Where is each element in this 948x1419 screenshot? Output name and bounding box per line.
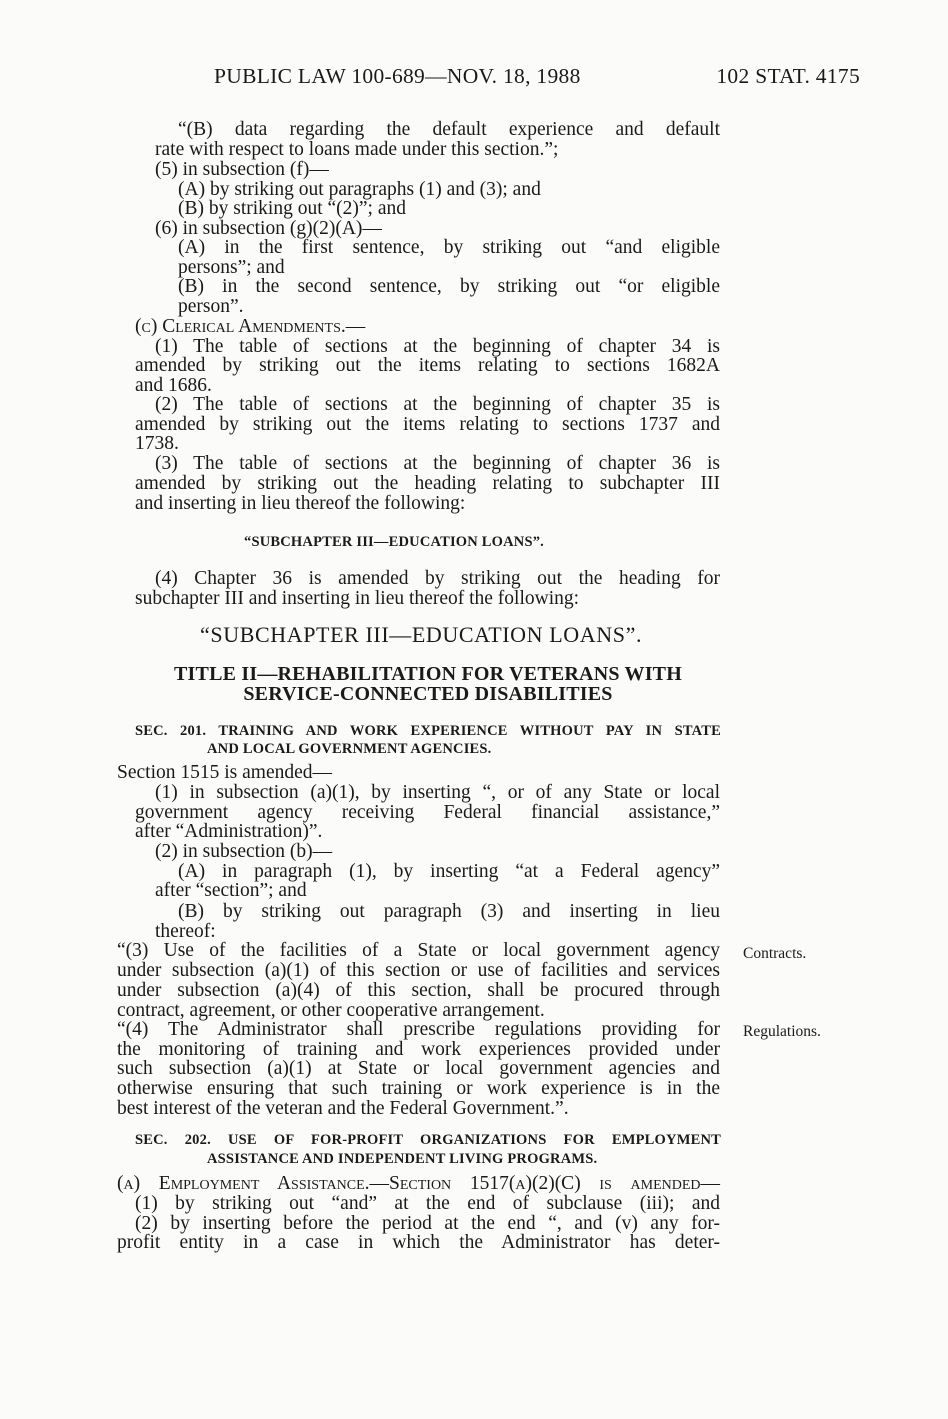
text-line: “(3) Use of the facilities of a State or local government agency xyxy=(117,940,720,961)
text-line: “(B) data regarding the default experience and default xyxy=(178,119,720,140)
employment-assistance-line xyxy=(117,1174,720,1194)
title-heading-line-2: SERVICE-CONNECTED DISABILITIES xyxy=(243,683,613,705)
text-line: subchapter III and inserting in lieu thereof the following: xyxy=(135,588,580,609)
text-line: persons”; and xyxy=(178,257,285,278)
text-line: (2) in subsection (b)— xyxy=(155,841,333,862)
text-line: best interest of the veteran and the Federal Government.”. xyxy=(117,1098,569,1119)
text-line: thereof: xyxy=(155,921,216,942)
employment-assistance-text: (a) Employment Assistance.—Section 1517(a)(2)(C) is amended— xyxy=(117,1173,720,1194)
text-line: (A) in paragraph (1), by inserting “at a Federal agency” xyxy=(178,861,720,882)
text-line: and inserting in lieu thereof the following: xyxy=(135,493,466,514)
text-line: (2) by inserting before the period at the end “, and (v) any for- xyxy=(135,1213,720,1234)
text-line: and 1686. xyxy=(135,375,212,396)
text-line: (1) The table of sections at the beginning of chapter 34 is xyxy=(155,336,720,357)
text-line: after “section”; and xyxy=(155,880,307,901)
text-line: amended by striking out the heading relating to subchapter III xyxy=(135,473,720,494)
text-line: “(4) The Administrator shall prescribe regulations providing for xyxy=(117,1019,720,1040)
text-line: (2) The table of sections at the beginning of chapter 35 is xyxy=(155,394,720,415)
text-line: (4) Chapter 36 is amended by striking out the heading for xyxy=(155,568,720,589)
text-line: government agency receiving Federal financial assistance,” xyxy=(135,802,720,823)
section-202-heading: SEC. 202. USE OF FOR-PROFIT ORGANIZATIONS FOR EMPLOYMENT xyxy=(135,1132,721,1148)
title-heading-line-1: TITLE II—REHABILITATION FOR VETERANS WITH xyxy=(174,663,682,685)
text-line: amended by striking out the items relating to sections 1737 and xyxy=(135,414,720,435)
text-line: (1) by striking out “and” at the end of subclause (iii); and xyxy=(135,1193,720,1214)
text-line: under subsection (a)(4) of this section, shall be procured through xyxy=(117,980,720,1001)
text-line: profit entity in a case in which the Administrator has deter- xyxy=(117,1232,720,1253)
text-line: (5) in subsection (f)— xyxy=(155,159,329,180)
text-line: 1738. xyxy=(135,433,179,454)
text-line: contract, agreement, or other cooperative arrangement. xyxy=(117,1000,545,1021)
header-law-citation: PUBLIC LAW 100-689—NOV. 18, 1988 xyxy=(214,64,581,88)
margin-note-regulations: Regulations. xyxy=(743,1023,821,1040)
text-line: otherwise ensuring that such training or work experience is in the xyxy=(117,1078,720,1099)
text-line: (1) in subsection (a)(1), by inserting “, or of any State or local xyxy=(155,782,720,803)
inserted-subchapter-heading: “SUBCHAPTER III—EDUCATION LOANS”. xyxy=(244,534,545,550)
text-line: (A) in the first sentence, by striking out “and eligible xyxy=(178,237,720,258)
text-line: the monitoring of training and work experiences provided under xyxy=(117,1039,720,1060)
text-line: under subsection (a)(1) of this section or use of facilities and services xyxy=(117,960,720,981)
text-line: Section 1515 is amended— xyxy=(117,762,333,783)
section-201-heading-cont: AND LOCAL GOVERNMENT AGENCIES. xyxy=(207,741,492,757)
text-line: such subsection (a)(1) at State or local government agencies and xyxy=(117,1058,720,1079)
text-line: after “Administration)”. xyxy=(135,821,323,842)
clerical-amendments-heading: (c) Clerical Amendments.— xyxy=(135,316,366,337)
section-202-heading-cont: ASSISTANCE AND INDEPENDENT LIVING PROGRAMS. xyxy=(207,1151,598,1167)
text-line: (B) by striking out paragraph (3) and inserting in lieu xyxy=(178,901,720,922)
section-201-heading: SEC. 201. TRAINING AND WORK EXPERIENCE WITHOUT PAY IN STATE xyxy=(135,723,721,739)
text-line: (B) in the second sentence, by striking out “or eligible xyxy=(178,276,720,297)
text-line: rate with respect to loans made under this section.”; xyxy=(155,139,559,160)
header-stat-page: 102 STAT. 4175 xyxy=(716,64,860,88)
page-header xyxy=(214,64,860,94)
margin-note-contracts: Contracts. xyxy=(743,945,807,962)
subchapter-heading: “SUBCHAPTER III—EDUCATION LOANS”. xyxy=(200,622,643,647)
text-line: (6) in subsection (g)(2)(A)— xyxy=(155,218,382,239)
text-line: person”. xyxy=(178,296,244,317)
text-line: (3) The table of sections at the beginning of chapter 36 is xyxy=(155,453,720,474)
text-line: (B) by striking out “(2)”; and xyxy=(178,198,406,219)
text-line: (A) by striking out paragraphs (1) and (3); and xyxy=(178,179,541,200)
text-line: amended by striking out the items relating to sections 1682A xyxy=(135,355,720,376)
